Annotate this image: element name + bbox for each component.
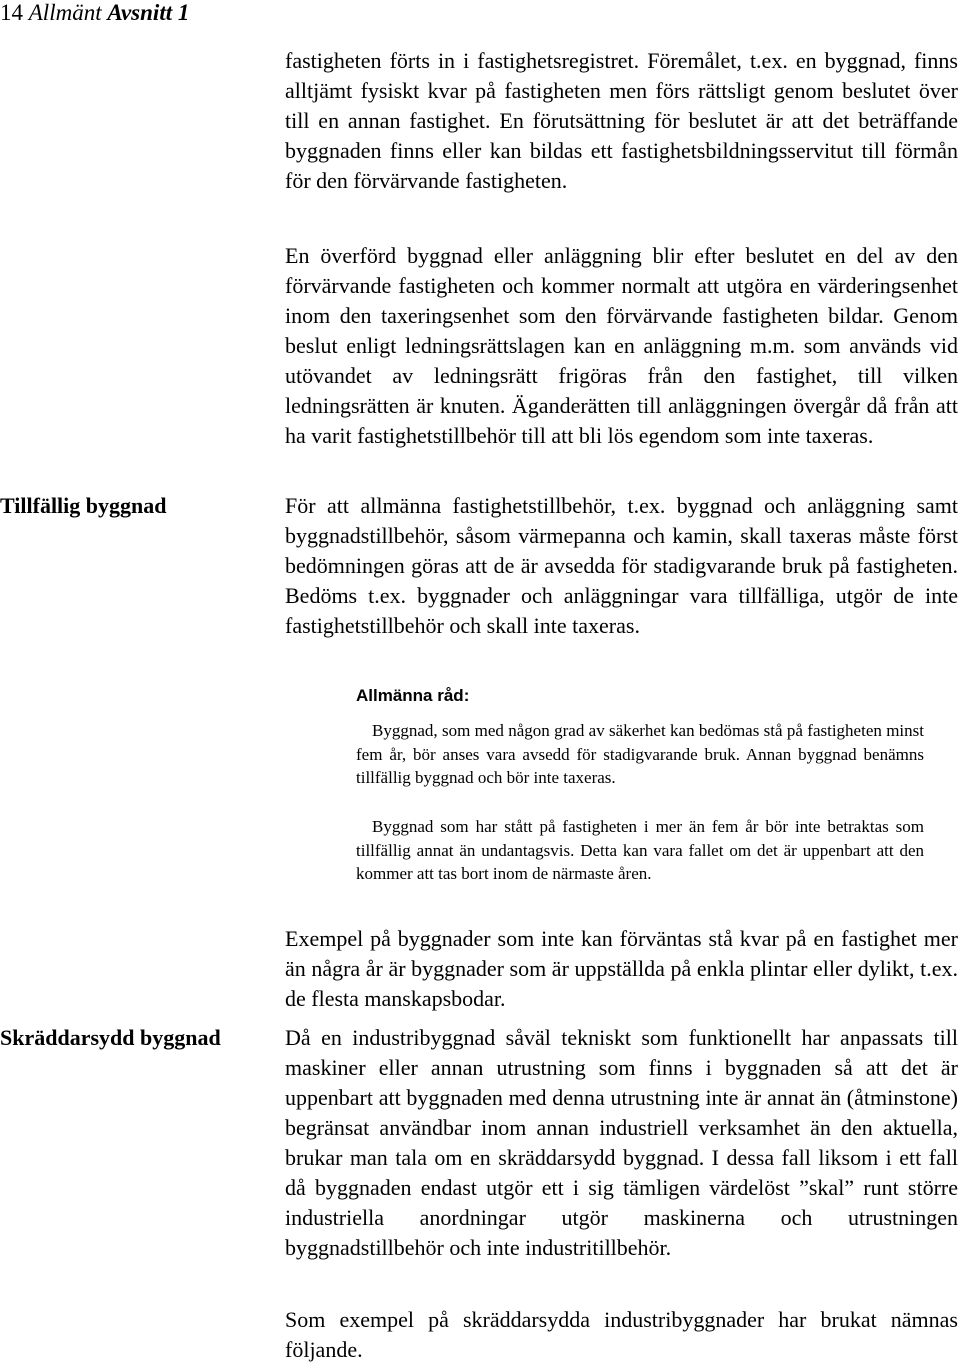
paragraph-transfer: fastigheten förts in i fastighetsregistret. Föremålet, t.ex. en byggnad, finns alltjämt fysiskt kvar på fastigheten men förs rättsligt genom beslutet över till en annan fastighet. En förutsättning för beslutet är att det beträffande byggnaden finns eller kan bildas ett fastighetsbildningsservitut till förmån för den förvärvande fastigheten.: [285, 48, 958, 193]
paragraph-example-temporary: Exempel på byggnader som inte kan förväntas stå kvar på en fastighet mer än några år är byggnader som är uppställda på enkla plintar eller dylikt, t.ex. de flesta manskapsbodar.: [285, 926, 958, 1011]
page-number: 14: [0, 0, 23, 25]
paragraph-transferred-building: En överförd byggnad eller anläggning blir efter beslutet en del av den förvärvande fastigheten och kommer normalt att utgöra en värderingsenhet inom den taxeringsenhet som den förvärvande fastigheten bildar. Genom beslut enligt ledningsrättslagen kan en anläggning m.m. som används vid utövandet av ledningsrätt frigöras från den fastighet, till vilken ledningsrätten är knuten. Äganderätten till anläggningen övergår då från att ha varit fastighetstillbehör till att bli lös egendom som inte taxeras.: [285, 243, 958, 448]
paragraph-custom-examples: Som exempel på skräddarsydda industribyggnader har brukat nämnas följande.: [285, 1307, 958, 1362]
running-title: Allmänt: [28, 0, 102, 25]
general-advice-paragraph-1: Byggnad, som med någon grad av säkerhet kan bedömas stå på fastigheten minst fem år, bör anses vara avsedd för stadigvarande bruk. Annan byggnad benämns tillfällig byggnad och bör inte taxeras.: [356, 721, 924, 787]
side-heading-temporary-building: Tillfällig byggnad: [0, 493, 167, 518]
running-section: Avsnitt 1: [107, 0, 190, 25]
general-advice-title: Allmänna råd:: [356, 686, 470, 705]
general-advice-paragraph-2: Byggnad som har stått på fastigheten i mer än fem år bör inte betraktas som tillfällig annat än undantagsvis. Detta kan vara fallet om det är uppenbart att den kommer att tas bort inom de närmaste åren.: [356, 817, 924, 883]
side-heading-custom-building: Skräddarsydd byggnad: [0, 1025, 221, 1050]
page-header: [0, 0, 189, 26]
paragraph-custom-building: Då en industribyggnad såväl tekniskt som funktionellt har anpassats till maskiner eller annan utrustning som finns i byggnaden så att det är uppenbart att byggnaden med denna utrustning inte är annat än (åtminstone) begränsat användbar inom annan industriell verksamhet än den aktuella, brukar man tala om en skräddarsydd byggnad. I dessa fall liksom i ett fall då byggnaden endast utgör ett i sig tämligen värdelöst ”skal” runt större industriella anordningar utgör maskinerna och utrustningen byggnadstillbehör och inte industritillbehör.: [285, 1025, 958, 1260]
paragraph-temporary-building: För att allmänna fastighetstillbehör, t.ex. byggnad och anläggning samt byggnadstillbehör, såsom värmepanna och kamin, skall taxeras måste först bedömningen göras att de är avsedda för stadigvarande bruk på fastigheten. Bedöms t.ex. byggnader och anläggningar vara tillfälliga, utgör de inte fastighetstillbehör och skall inte taxeras.: [285, 493, 958, 638]
